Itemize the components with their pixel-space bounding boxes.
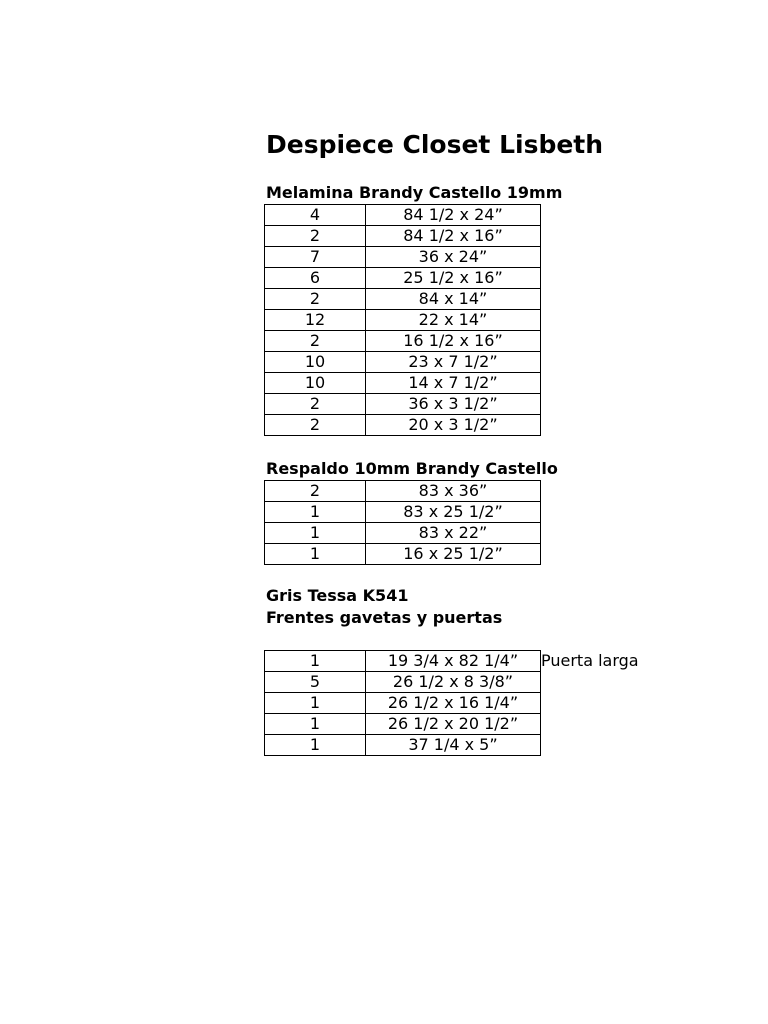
qty-cell: 1 <box>265 502 366 523</box>
table-row <box>265 672 541 693</box>
table-row <box>265 523 541 544</box>
qty-cell: 2 <box>265 394 366 415</box>
dimension-cell: 26 1/2 x 20 1/2” <box>366 714 541 735</box>
table-row <box>265 544 541 565</box>
dimension-cell: 36 x 3 1/2” <box>366 394 541 415</box>
table-row <box>265 352 541 373</box>
pieces-table-respaldo <box>264 480 541 565</box>
qty-cell: 2 <box>265 289 366 310</box>
table-row <box>265 226 541 247</box>
dimension-cell: 14 x 7 1/2” <box>366 373 541 394</box>
section-subheading-frentes: Frentes gavetas y puertas <box>266 608 503 627</box>
table-row <box>265 331 541 352</box>
dimension-cell: 23 x 7 1/2” <box>366 352 541 373</box>
qty-cell: 4 <box>265 205 366 226</box>
qty-cell: 10 <box>265 373 366 394</box>
qty-cell: 2 <box>265 415 366 436</box>
qty-cell: 1 <box>265 714 366 735</box>
dimension-cell: 83 x 25 1/2” <box>366 502 541 523</box>
dimension-cell: 83 x 22” <box>366 523 541 544</box>
section-heading-gris-tessa: Gris Tessa K541 <box>266 586 409 605</box>
table-row <box>265 735 541 756</box>
dimension-cell: 26 1/2 x 16 1/4” <box>366 693 541 714</box>
row-note: Puerta larga <box>541 651 639 670</box>
qty-cell: 2 <box>265 331 366 352</box>
qty-cell: 1 <box>265 523 366 544</box>
section-heading-respaldo: Respaldo 10mm Brandy Castello <box>266 459 558 478</box>
table-row <box>265 415 541 436</box>
section-heading-melamina: Melamina Brandy Castello 19mm <box>266 183 563 202</box>
qty-cell: 5 <box>265 672 366 693</box>
pieces-table-melamina <box>264 204 541 436</box>
table-row <box>265 268 541 289</box>
dimension-cell: 37 1/4 x 5” <box>366 735 541 756</box>
table-row <box>265 481 541 502</box>
qty-cell: 2 <box>265 481 366 502</box>
table-row <box>265 310 541 331</box>
table-row <box>265 693 541 714</box>
qty-cell: 10 <box>265 352 366 373</box>
dimension-cell: 26 1/2 x 8 3/8” <box>366 672 541 693</box>
table-row <box>265 247 541 268</box>
qty-cell: 6 <box>265 268 366 289</box>
table-row <box>265 289 541 310</box>
page-title: Despiece Closet Lisbeth <box>266 130 604 159</box>
dimension-cell: 83 x 36” <box>366 481 541 502</box>
qty-cell: 1 <box>265 735 366 756</box>
table-row <box>265 394 541 415</box>
qty-cell: 1 <box>265 693 366 714</box>
dimension-cell: 84 1/2 x 24” <box>366 205 541 226</box>
dimension-cell: 20 x 3 1/2” <box>366 415 541 436</box>
dimension-cell: 16 1/2 x 16” <box>366 331 541 352</box>
qty-cell: 1 <box>265 544 366 565</box>
dimension-cell: 16 x 25 1/2” <box>366 544 541 565</box>
dimension-cell: 84 x 14” <box>366 289 541 310</box>
dimension-cell: 25 1/2 x 16” <box>366 268 541 289</box>
qty-cell: 2 <box>265 226 366 247</box>
table-row <box>265 373 541 394</box>
table-row <box>265 205 541 226</box>
dimension-cell: 19 3/4 x 82 1/4” <box>366 651 541 672</box>
dimension-cell: 36 x 24” <box>366 247 541 268</box>
pieces-table-frentes <box>264 650 541 756</box>
qty-cell: 7 <box>265 247 366 268</box>
dimension-cell: 84 1/2 x 16” <box>366 226 541 247</box>
qty-cell: 1 <box>265 651 366 672</box>
qty-cell: 12 <box>265 310 366 331</box>
table-row <box>265 502 541 523</box>
table-row <box>265 714 541 735</box>
table-row <box>265 651 541 672</box>
dimension-cell: 22 x 14” <box>366 310 541 331</box>
